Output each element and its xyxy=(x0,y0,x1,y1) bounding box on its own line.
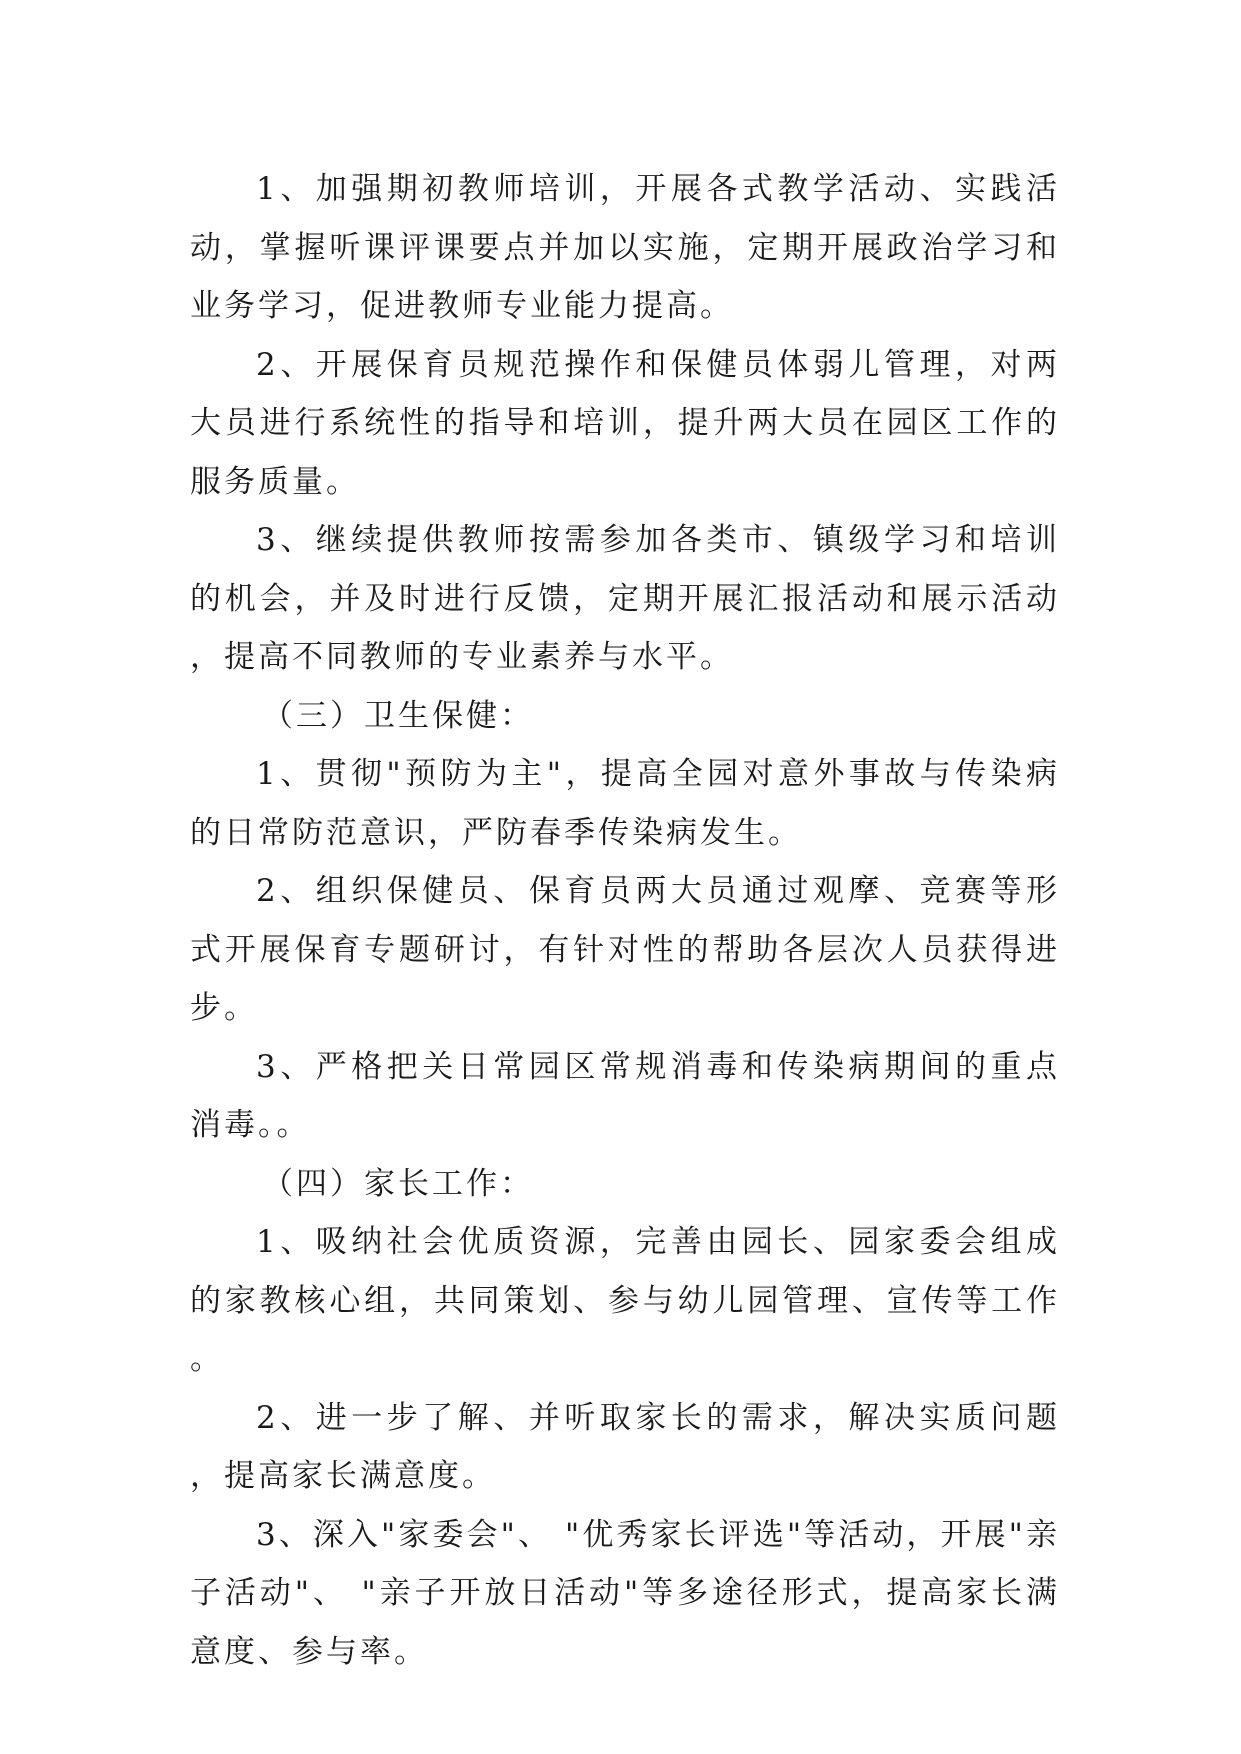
paragraph-parent-activities: 3、深入"家委会"、 "优秀家长评选"等活动，开展"亲子活动"、 "亲子开放日活动"等多途径形式，提高家长满意度、参与率。 xyxy=(190,1516,1060,1670)
paragraph-parent-needs: 2、进一步了解、并听取家长的需求，解决实质问题，提高家长满意度。 xyxy=(190,1399,1060,1494)
paragraph-parent-committee-core: 1、吸纳社会优质资源，完善由园长、园家委会组成的家教核心组，共同策划、参与幼儿园管理、宣传等工作。 xyxy=(190,1224,1060,1377)
paragraph-prevention: 1、贯彻"预防为主"，提高全园对意外事故与传染病的日常防范意识，严防春季传染病发生。 xyxy=(190,756,1060,851)
document-body xyxy=(190,160,1060,1681)
paragraph-disinfection: 3、严格把关日常园区常规消毒和传染病期间的重点消毒。。 xyxy=(190,1048,1060,1143)
paragraph-teacher-training: 1、加强期初教师培训，开展各式教学活动、实践活动，掌握听课评课要点并加以实施，定期开展政治学习和业务学习，促进教师专业能力提高。 xyxy=(190,171,1060,324)
paragraph-caregiver-management: 2、开展保育员规范操作和保健员体弱儿管理，对两大员进行系统性的指导和培训，提升两大员在园区工作的服务质量。 xyxy=(190,346,1060,500)
section-heading-health-care: （三）卫生保健： xyxy=(262,697,534,734)
paragraph-training-opportunities: 3、继续提供教师按需参加各类市、镇级学习和培训的机会，并及时进行反馈，定期开展汇报活动和展示活动，提高不同教师的专业素养与水平。 xyxy=(190,522,1060,675)
paragraph-care-seminar: 2、组织保健员、保育员两大员通过观摩、竞赛等形式开展保育专题研讨，有针对性的帮助各层次人员获得进步。 xyxy=(190,873,1060,1026)
section-heading-parent-work: （四）家长工作： xyxy=(262,1165,534,1202)
